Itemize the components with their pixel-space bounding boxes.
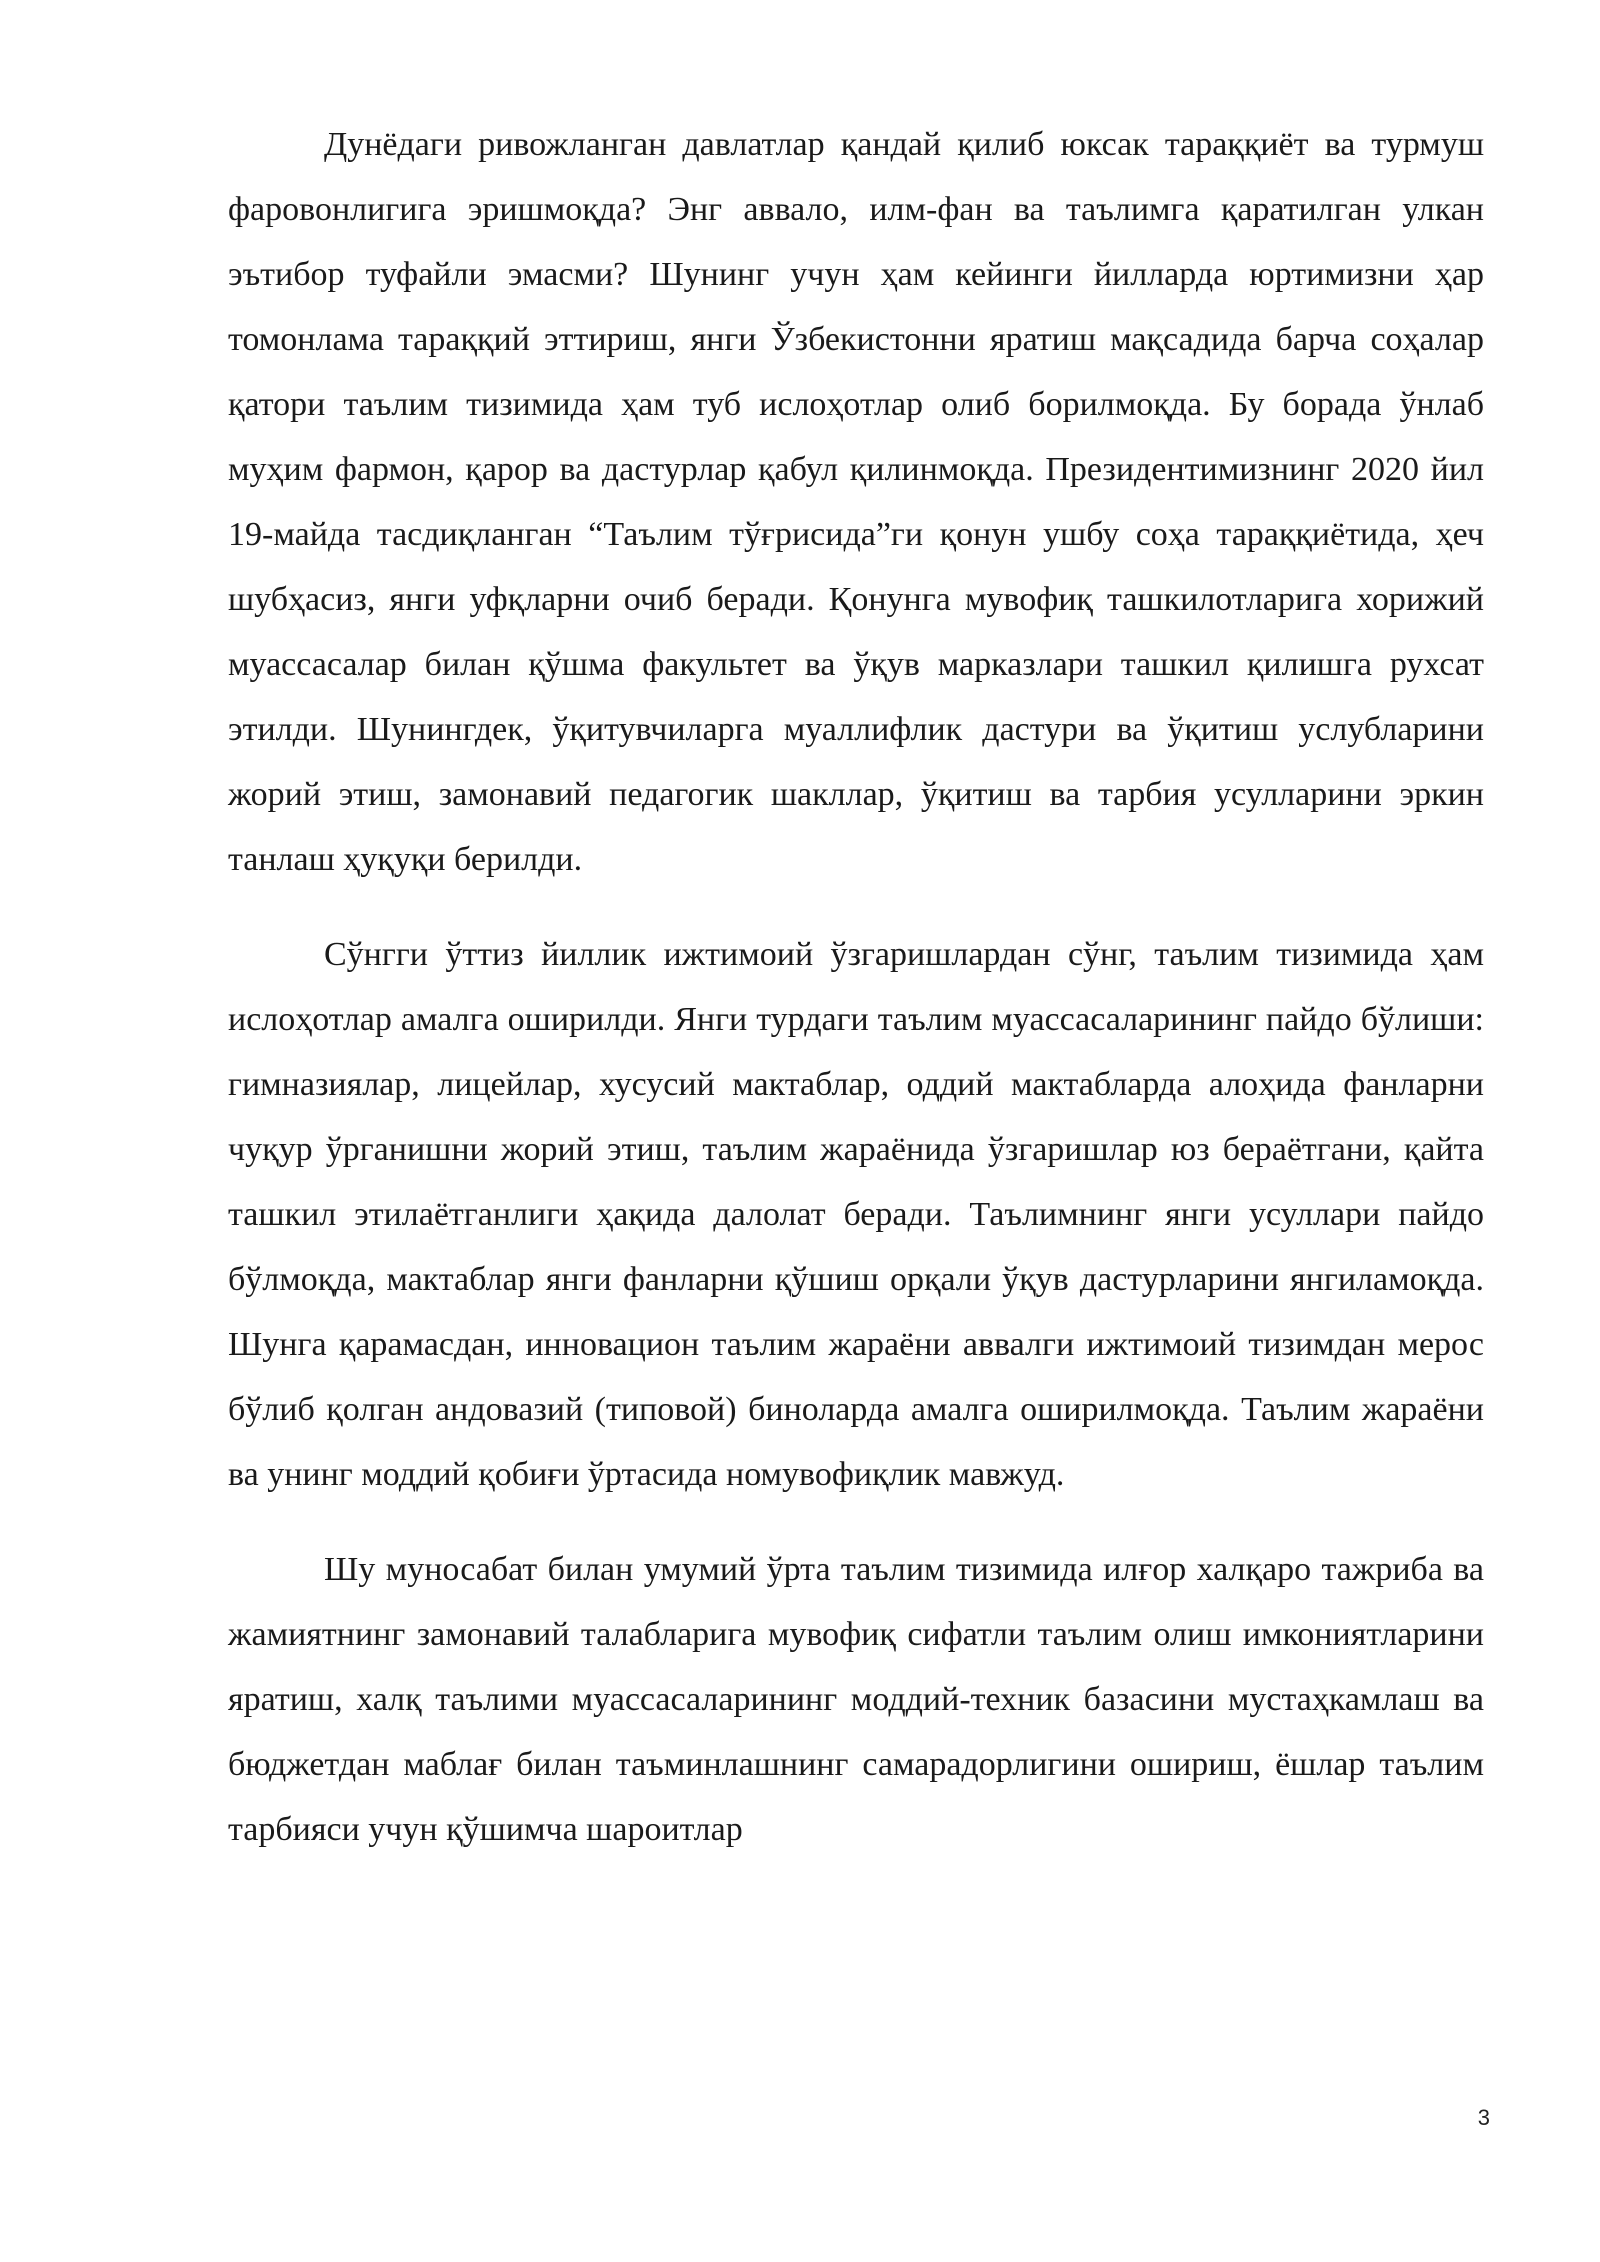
page-number: 3 (1477, 2105, 1490, 2130)
paragraph: Сўнгги ўттиз йиллик ижтимоий ўзгаришлардан сўнг, таълим тизимида ҳам ислоҳотлар амалга оширилди. Янги турдаги таълим муассасаларининг пайдо бўлиши: гимназиялар, лицейлар, хусусий мактаблар, оддий мактабларда алоҳида фанларни чуқур ўрганишни жорий этиш, таълим жараёнида ўзгаришлар юз бераётгани, қайта ташкил этилаётганлиги ҳақида далолат беради. Таълимнинг янги усуллари пайдо бўлмоқда, мактаблар янги фанларни қўшиш орқали ўқув дастурларини янгиламоқда. Шунга қарамасдан, инновацион таълим жараёни аввалги ижтимоий тизимдан мерос бўлиб қолган андовазий (типовой) биноларда амалга оширилмоқда. Таълим жараёни ва унинг моддий қобиғи ўртасида номувофиқлик мавжуд. (228, 936, 1484, 1493)
paragraph: Шу муносабат билан умумий ўрта таълим тизимида илғор халқаро тажриба ва жамиятнинг замонавий талабларига мувофиқ сифатли таълим олиш имкониятларини яратиш, халқ таълими муассасаларининг моддий-техник базасини мустаҳкамлаш ва бюджетдан маблағ билан таъминлашнинг самарадорлигини ошириш, ёшлар таълим тарбияси учун қўшимча шароитлар (228, 1551, 1484, 1848)
paragraph: Дунёдаги ривожланган давлатлар қандай қилиб юксак тараққиёт ва турмуш фаровонлигига эришмоқда? Энг аввало, илм-фан ва таълимга қаратилган улкан эътибор туфайли эмасми? Шунинг учун ҳам кейинги йилларда юртимизни ҳар томонлама тараққий эттириш, янги Ўзбекистонни яратиш мақсадида барча соҳалар қатори таълим тизимида ҳам туб ислоҳотлар олиб борилмоқда. Бу борада ўнлаб муҳим фармон, қарор ва дастурлар қабул қилинмоқда. Президентимизнинг 2020 йил 19-майда тасдиқланган “Таълим тўғрисида”ги қонун ушбу соҳа тараққиётида, ҳеч шубҳасиз, янги уфқларни очиб беради. Қонунга мувофиқ ташкилотларига хорижий муассасалар билан қўшма факультет ва ўқув марказлари ташкил қилишга рухсат этилди. Шунингдек, ўқитувчиларга муаллифлик дастури ва ўқитиш услубларини жорий этиш, замонавий педагогик шакллар, ўқитиш ва тарбия усулларини эркин танлаш ҳуқуқи берилди. (228, 126, 1484, 878)
body-text (228, 112, 1484, 1862)
